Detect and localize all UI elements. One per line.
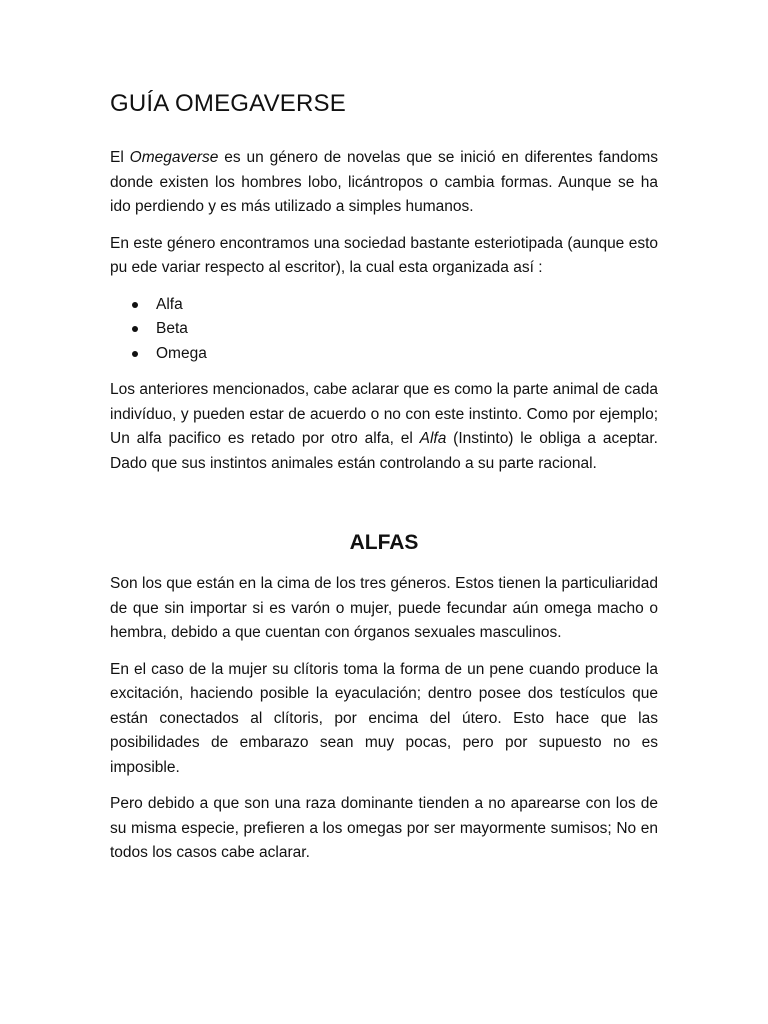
intro-paragraph-3: [110, 378, 658, 476]
list-item: [156, 342, 658, 367]
intro-p3-before: Los anteriores mencionados, cabe aclarar que es como la parte animal de cada indivíduo, y pueden estar de acuerdo o no con este instinto. Como por ejemplo; Un alfa pacifico es retado por otro alfa, el: [110, 381, 658, 447]
intro-p1-after: es un género de novelas que se inició en diferentes fandoms donde existen los hombres lobo, licántropos o cambia formas. Aunque se ha ido perdiendo y es más utilizado a simples humanos.: [110, 149, 658, 215]
list-item-label: Alfa: [156, 295, 183, 313]
list-item-label: Omega: [156, 344, 207, 362]
list-item-label: Beta: [156, 320, 188, 337]
bullet-icon: [132, 326, 138, 332]
intro-p1-before: El: [110, 149, 130, 166]
list-item: [156, 293, 658, 318]
document-title: GUÍA OMEGAVERSE: [110, 90, 346, 117]
list-item: [156, 317, 658, 342]
alfas-paragraph-3: Pero debido a que son una raza dominante tienden a no aparearse con los de su misma especie, prefieren a los omegas por ser mayormente sumisos; No en todos los casos cabe aclarar.: [110, 795, 658, 861]
intro-paragraph-2: En este género encontramos una sociedad bastante esteriotipada (aunque esto pu ede variar respecto al escritor), la cual esta organizada así :: [110, 234, 658, 276]
alfas-paragraph-2: En el caso de la mujer su clítoris toma la forma de un pene cuando produce la excitación, haciendo posible la eyaculación; dentro posee dos testículos que están conectados al clítoris, por encima del útero. Esto hace que las posibilidades de embarazo sean muy pocas, pero por supuesto no es imposible.: [110, 660, 658, 776]
intro-p1-italic: Omegaverse: [129, 149, 219, 166]
bullet-icon: [132, 302, 138, 308]
intro-p3-after: (Instinto) le obliga a aceptar. Dado que sus instintos animales están controlando a su parte racional.: [110, 430, 658, 472]
intro-paragraph-1: [110, 146, 658, 220]
section-heading-alfas: ALFAS: [349, 531, 419, 554]
alfas-paragraph-1: Son los que están en la cima de los tres géneros. Estos tienen la particuliaridad de que sin importar si es varón o mujer, puede fecundar aún omega macho o hembra, debido a que cuentan con órganos sexuales masculinos.: [110, 575, 658, 641]
intro-p3-italic: Alfa: [419, 430, 447, 447]
document-page: [110, 86, 658, 878]
hierarchy-list: [110, 293, 658, 367]
bullet-icon: [132, 351, 138, 357]
